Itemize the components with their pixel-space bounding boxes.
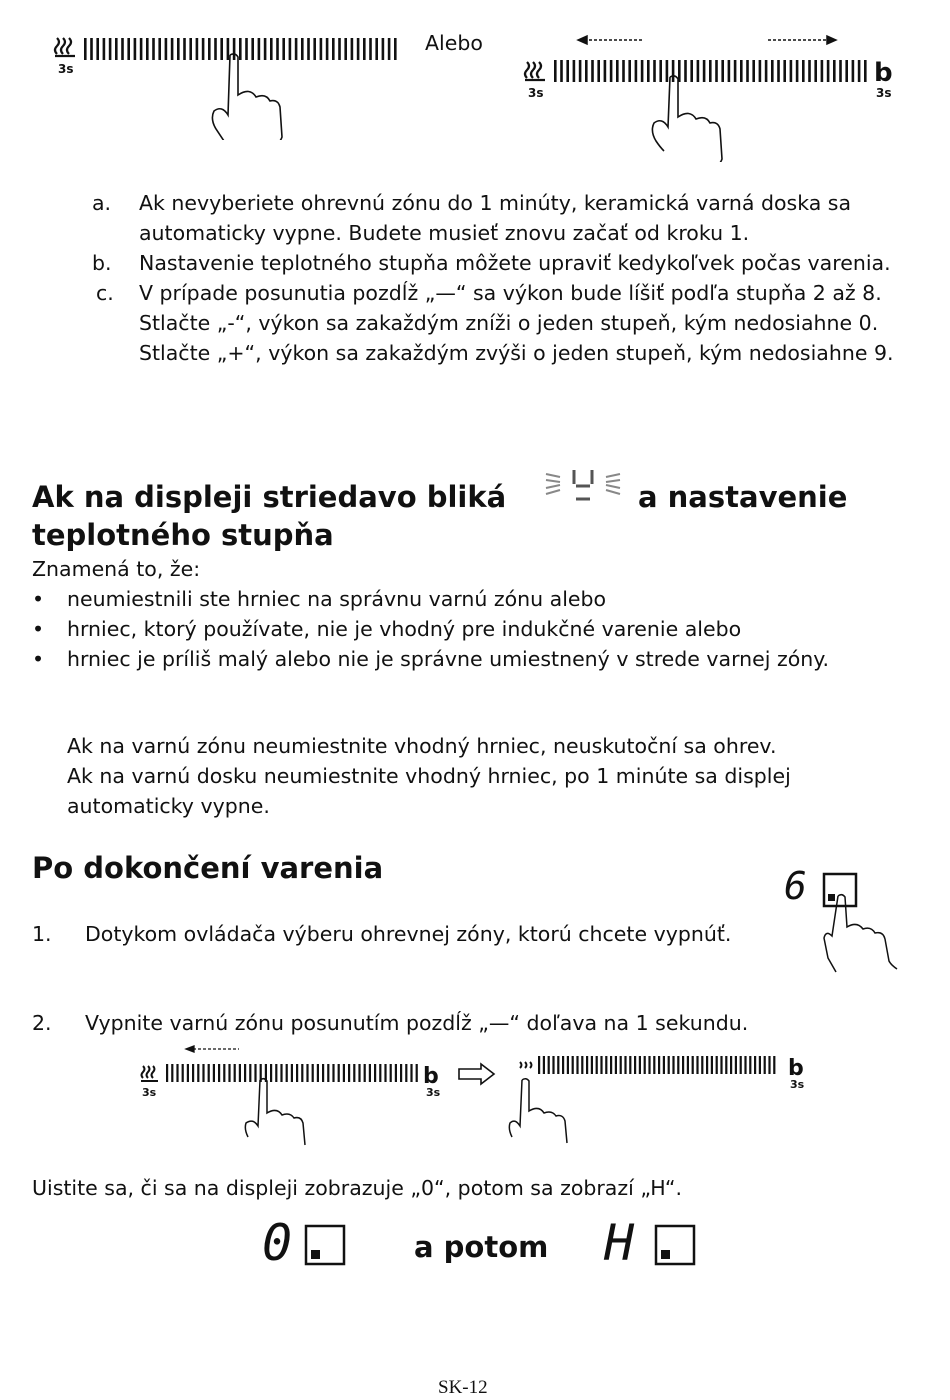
- section1-intro: Znamená to, že:: [32, 557, 201, 581]
- slider-tick: [735, 1056, 737, 1074]
- slider-tick: [400, 1064, 402, 1082]
- slider-diagram-bottom-right: [500, 1052, 810, 1172]
- slider-tick: [790, 60, 793, 82]
- slider-tick: [808, 60, 811, 82]
- slider-tick: [845, 60, 848, 82]
- slider-tick: [715, 60, 718, 82]
- slider-tick: [605, 1056, 607, 1074]
- slider-tick: [286, 1064, 288, 1082]
- slider-tick: [548, 1056, 550, 1074]
- slider-tick: [90, 38, 93, 60]
- slider-tick: [720, 1056, 722, 1074]
- slider-tick: [388, 38, 391, 60]
- hold-3s-label: 3s: [528, 86, 544, 100]
- slider-tick: [275, 1064, 277, 1082]
- slider-tick: [658, 1056, 660, 1074]
- slider-tick: [725, 1056, 727, 1074]
- slider-tick: [560, 60, 563, 82]
- slider-tick: [765, 60, 768, 82]
- slider-tick: [591, 60, 594, 82]
- slider-tick: [759, 1056, 761, 1074]
- heading-part2: a nastavenie: [638, 480, 848, 514]
- slider-tick: [189, 38, 192, 60]
- slider-ticks: [84, 38, 397, 60]
- slider-tick: [115, 38, 118, 60]
- slider-tick: [171, 38, 174, 60]
- slider-end-b: b: [423, 1064, 439, 1089]
- slider-tick: [754, 1056, 756, 1074]
- blink-display-svg: [538, 466, 628, 506]
- slider-tick: [610, 60, 613, 82]
- slider-tick: [629, 1056, 631, 1074]
- slider-tick: [687, 1056, 689, 1074]
- slider-tick: [730, 1056, 732, 1074]
- slider-tick: [833, 60, 836, 82]
- slider-tick: [692, 1056, 694, 1074]
- slider-tick: [213, 1064, 215, 1082]
- slider-tick: [176, 1064, 178, 1082]
- slider-tick: [821, 60, 824, 82]
- slider-tick: [134, 38, 137, 60]
- heading-part: Ak na displeji striedavo bliká: [32, 480, 507, 514]
- slider-tick: [313, 38, 316, 60]
- slider-tick: [223, 1064, 225, 1082]
- slider-tick: [622, 60, 625, 82]
- slider-tick: [596, 1056, 598, 1074]
- slider-tick: [202, 1064, 204, 1082]
- slider-tick: [697, 60, 700, 82]
- slider-tick: [581, 1056, 583, 1074]
- slider-tick: [202, 38, 205, 60]
- slider-tick: [585, 60, 588, 82]
- slider-tick: [764, 1056, 766, 1074]
- slider-tick: [140, 38, 143, 60]
- hold-3s-label: 3s: [58, 62, 74, 76]
- slider-tick: [666, 60, 669, 82]
- zone-key-svg: [654, 1224, 698, 1268]
- slider-tick: [307, 38, 310, 60]
- slider-tick: [746, 60, 749, 82]
- slider-tick: [127, 38, 130, 60]
- list-text: Stlačte „-“, výkon sa zakaždým zníži o jeden stupeň, kým nedosiahne 0. Stlačte „+“, výkon sa zakaždým zvýši o jeden stupeň, kým nedosiahne 9.: [139, 311, 894, 365]
- slider-tick: [721, 60, 724, 82]
- step-number: 1.: [32, 922, 52, 946]
- slider-tick: [326, 38, 329, 60]
- heat-icon: [520, 1062, 532, 1068]
- slider-tick: [187, 1064, 189, 1082]
- slider-tick: [196, 38, 199, 60]
- slider-tick: [768, 1056, 770, 1074]
- slider-tick: [152, 38, 155, 60]
- section1-para: [67, 731, 887, 821]
- bullet-dot: •: [32, 647, 45, 671]
- step-1: [32, 919, 732, 949]
- slider-tick: [682, 1056, 684, 1074]
- slider-tick: [663, 1056, 665, 1074]
- slider-tick: [327, 1064, 329, 1082]
- blink-u-display-icon: [538, 466, 628, 506]
- slider-tick: [653, 1056, 655, 1074]
- list-marker: a.: [92, 191, 112, 215]
- slider-ticks: [538, 1056, 775, 1074]
- slider-tick: [244, 1064, 246, 1082]
- slider-tick: [752, 60, 755, 82]
- slider-tick: [369, 38, 372, 60]
- step-text: Vypnite varnú zónu posunutím pozdĺž „—“ doľava na 1 sekundu.: [85, 1011, 749, 1035]
- slider-diagram-left: [50, 30, 410, 140]
- slider-tick: [672, 1056, 674, 1074]
- heat-icon: [525, 62, 545, 80]
- slider-tick: [208, 1064, 210, 1082]
- arrow-left-icon: [186, 1046, 239, 1052]
- slider-tick: [282, 38, 285, 60]
- slider-tick: [165, 38, 168, 60]
- slider-tick: [405, 1064, 407, 1082]
- slider-tick: [249, 1064, 251, 1082]
- hold-3s-label-right: 3s: [426, 1086, 441, 1099]
- slider-tick: [740, 60, 743, 82]
- finger-icon: [245, 1079, 305, 1145]
- slider-tick: [228, 1064, 230, 1082]
- slider-tick: [343, 1064, 345, 1082]
- slider-tick: [600, 1056, 602, 1074]
- slider-tick: [382, 38, 385, 60]
- slider-tick: [295, 38, 298, 60]
- arrow-left-icon: [578, 36, 644, 44]
- slider-tick: [552, 1056, 554, 1074]
- slider-tick: [615, 1056, 617, 1074]
- slider-tick: [557, 1056, 559, 1074]
- slider-tick: [759, 60, 762, 82]
- slider-tick: [338, 1064, 340, 1082]
- slider-tick: [227, 38, 230, 60]
- slider-tick: [639, 1056, 641, 1074]
- slider-tick: [264, 38, 267, 60]
- finger-icon: [212, 54, 282, 140]
- slider-tick: [701, 1056, 703, 1074]
- slider-tick: [620, 1056, 622, 1074]
- slider-tick: [197, 1064, 199, 1082]
- slider-tick: [239, 1064, 241, 1082]
- list-item: [32, 584, 872, 614]
- slider-tick: [604, 60, 607, 82]
- slider-tick: [648, 1056, 650, 1074]
- slider-tick: [103, 38, 106, 60]
- slider-tick: [296, 1064, 298, 1082]
- slider-tick: [348, 1064, 350, 1082]
- slider-tick: [538, 1056, 540, 1074]
- slider-tick: [369, 1064, 371, 1082]
- slider-tick: [796, 60, 799, 82]
- slider-tick: [567, 1056, 569, 1074]
- slider-tick: [251, 38, 254, 60]
- slider-tick: [783, 60, 786, 82]
- slider-tick: [668, 1056, 670, 1074]
- slider-tick: [852, 60, 855, 82]
- slider-tick: [771, 60, 774, 82]
- slider-tick: [410, 1064, 412, 1082]
- slider-tick: [220, 38, 223, 60]
- slider-br-svg: [500, 1052, 810, 1172]
- slider-tick: [192, 1064, 194, 1082]
- slider-tick: [364, 1064, 366, 1082]
- list-item: [32, 919, 732, 949]
- slider-tick: [749, 1056, 751, 1074]
- slider-tick: [357, 38, 360, 60]
- slider-bl-svg: [138, 1040, 448, 1150]
- slider-right-svg: [520, 32, 900, 162]
- slider-diagram-bottom-left: [138, 1040, 448, 1150]
- slider-tick: [634, 1056, 636, 1074]
- list-text: V prípade posunutia pozdĺž „—“ sa výkon bude líšiť podľa stupňa 2 až 8.: [139, 281, 882, 305]
- slider-tick: [773, 1056, 775, 1074]
- arrow-right-icon: [768, 36, 836, 44]
- list-marker: b.: [92, 251, 112, 275]
- slider-tick: [641, 60, 644, 82]
- list-marker: c.: [96, 281, 114, 305]
- slider-tick: [777, 60, 780, 82]
- slider-tick: [301, 1064, 303, 1082]
- slider-tick: [158, 38, 161, 60]
- slider-tick: [554, 60, 557, 82]
- outline-arrow-svg: [457, 1062, 497, 1086]
- slider-tick: [358, 1064, 360, 1082]
- hold-3s-label-right: 3s: [876, 86, 892, 100]
- slider-tick: [635, 60, 638, 82]
- list-item: [32, 614, 872, 644]
- slider-tick: [573, 60, 576, 82]
- slider-tick: [864, 60, 867, 82]
- bullet-list: [32, 584, 872, 674]
- slider-tick: [177, 38, 180, 60]
- slider-tick: [166, 1064, 168, 1082]
- list-text: Nastavenie teplotného stupňa môžete upraviť kedykoľvek počas varenia.: [139, 251, 891, 275]
- abc-list: [92, 188, 912, 368]
- zone-key-svg: [304, 1224, 348, 1268]
- slider-tick: [696, 1056, 698, 1074]
- step-text: Dotykom ovládača výberu ohrevnej zóny, ktorú chcete vypnúť.: [85, 922, 732, 946]
- step-number: 2.: [32, 1011, 52, 1035]
- slider-tick: [728, 60, 731, 82]
- slider-tick: [579, 60, 582, 82]
- slider-tick: [312, 1064, 314, 1082]
- display-zero: [262, 1214, 362, 1274]
- slider-tick: [306, 1064, 308, 1082]
- display-digit: 6: [784, 864, 807, 908]
- slider-tick: [270, 38, 273, 60]
- slider-tick: [684, 60, 687, 82]
- display-digit: 0: [262, 1214, 293, 1272]
- bullet-dot: •: [32, 617, 45, 641]
- slider-tick: [690, 60, 693, 82]
- slider-tick: [363, 38, 366, 60]
- slider-tick: [711, 1056, 713, 1074]
- slider-tick: [703, 60, 706, 82]
- slider-tick: [839, 60, 842, 82]
- slider-tick: [239, 38, 242, 60]
- slider-tick: [96, 38, 99, 60]
- slider-tick: [543, 1056, 545, 1074]
- slider-tick: [301, 38, 304, 60]
- list-item: [92, 248, 912, 278]
- slider-ticks: [166, 1064, 418, 1082]
- slider-tick: [647, 60, 650, 82]
- heat-icon: [141, 1066, 158, 1081]
- slider-tick: [802, 60, 805, 82]
- slider-tick: [706, 1056, 708, 1074]
- list-item-continuation: [92, 308, 912, 368]
- slider-tick: [344, 38, 347, 60]
- slider-tick: [384, 1064, 386, 1082]
- slider-tick: [291, 1064, 293, 1082]
- slider-tick: [709, 60, 712, 82]
- slider-tick: [576, 1056, 578, 1074]
- slider-tick: [182, 1064, 184, 1082]
- section-heading-finish: Po dokončení varenia: [32, 851, 384, 885]
- slider-tick: [351, 38, 354, 60]
- list-item: [32, 1008, 912, 1038]
- bullet-text: hrniec, ktorý používate, nie je vhodný pre indukčné varenie alebo: [67, 617, 742, 641]
- slider-tick: [84, 38, 87, 60]
- slider-tick: [566, 60, 569, 82]
- slider-tick: [716, 1056, 718, 1074]
- slider-tick: [289, 38, 292, 60]
- list-item: [92, 278, 912, 308]
- slider-tick: [653, 60, 656, 82]
- slider-tick: [416, 1064, 418, 1082]
- slider-tick: [280, 1064, 282, 1082]
- slider-tick: [562, 1056, 564, 1074]
- slider-tick: [332, 38, 335, 60]
- hold-3s-label-right: 3s: [790, 1078, 805, 1091]
- slider-tick: [322, 1064, 324, 1082]
- slider-tick: [374, 1064, 376, 1082]
- heading-part3: teplotného stupňa: [32, 518, 334, 552]
- slider-tick: [245, 38, 248, 60]
- slider-diagram-right: [520, 32, 900, 162]
- bullet-text: neumiestnili ste hrniec na správnu varnú zónu alebo: [67, 587, 607, 611]
- zone-key-svg: [780, 866, 920, 996]
- slider-tick: [744, 1056, 746, 1074]
- slider-tick: [644, 1056, 646, 1074]
- slider-tick: [353, 1064, 355, 1082]
- slider-tick: [338, 38, 341, 60]
- slider-tick: [395, 1064, 397, 1082]
- display-digit: H: [604, 1214, 635, 1272]
- list-item: [32, 644, 872, 674]
- slider-tick: [672, 60, 675, 82]
- slider-tick: [234, 1064, 236, 1082]
- bullet-text: hrniec je príliš malý alebo nie je správne umiestnený v strede varnej zóny.: [67, 647, 830, 671]
- slider-tick: [218, 1064, 220, 1082]
- list-item: [92, 188, 912, 248]
- slider-tick: [146, 38, 149, 60]
- a-potom-text: a potom: [414, 1230, 549, 1264]
- confirm-text: Uistite sa, či sa na displeji zobrazuje „0“, potom sa zobrazí „H“.: [32, 1176, 683, 1200]
- slider-tick: [628, 60, 631, 82]
- slider-tick: [109, 38, 112, 60]
- slider-tick: [597, 60, 600, 82]
- slider-end-b: b: [874, 58, 893, 88]
- slider-tick: [610, 1056, 612, 1074]
- slider-tick: [121, 38, 124, 60]
- slider-tick: [827, 60, 830, 82]
- slider-tick: [208, 38, 211, 60]
- paragraph: Ak na varnú dosku neumiestnite vhodný hrniec, po 1 minúte sa displej automaticky vypne.: [67, 764, 791, 818]
- slider-tick: [858, 60, 861, 82]
- display-6-diagram: [780, 866, 920, 996]
- slider-tick: [572, 1056, 574, 1074]
- slider-tick: [258, 38, 261, 60]
- step-2: [32, 1008, 912, 1038]
- slider-tick: [624, 1056, 626, 1074]
- slider-tick: [390, 1064, 392, 1082]
- slider-tick: [375, 38, 378, 60]
- slider-tick: [591, 1056, 593, 1074]
- heat-icon: [55, 38, 75, 56]
- slider-tick: [659, 60, 662, 82]
- slider-tick: [214, 38, 217, 60]
- slider-tick: [616, 60, 619, 82]
- slider-tick: [332, 1064, 334, 1082]
- slider-tick: [586, 1056, 588, 1074]
- list-text: Ak nevyberiete ohrevnú zónu do 1 minúty, keramická varná doska sa automaticky vypne. Budete musieť znovu začať od kroku 1.: [139, 191, 852, 245]
- slider-tick: [171, 1064, 173, 1082]
- slider-tick: [814, 60, 817, 82]
- slider-ticks: [554, 60, 867, 82]
- slider-tick: [320, 38, 323, 60]
- slider-tick: [394, 38, 397, 60]
- slider-tick: [254, 1064, 256, 1082]
- bullet-dot: •: [32, 587, 45, 611]
- slider-tick: [740, 1056, 742, 1074]
- arrow-right-outline-icon: [457, 1062, 497, 1090]
- slider-tick: [270, 1064, 272, 1082]
- slider-end-b: b: [788, 1056, 804, 1081]
- slider-tick: [183, 38, 186, 60]
- slider-tick: [734, 60, 737, 82]
- display-h: [604, 1214, 704, 1274]
- slider-tick: [677, 1056, 679, 1074]
- finger-icon: [652, 76, 722, 162]
- slider-tick: [233, 38, 236, 60]
- slider-tick: [379, 1064, 381, 1082]
- slider-tick: [317, 1064, 319, 1082]
- alebo-text: Alebo: [425, 31, 483, 55]
- hold-3s-label: 3s: [142, 1086, 157, 1099]
- slider-tick: [276, 38, 279, 60]
- paragraph: Ak na varnú zónu neumiestnite vhodný hrniec, neuskutoční sa ohrev.: [67, 734, 777, 758]
- finger-icon: [509, 1079, 567, 1143]
- page-number: SK-12: [438, 1377, 488, 1398]
- slider-left-svg: [50, 30, 410, 140]
